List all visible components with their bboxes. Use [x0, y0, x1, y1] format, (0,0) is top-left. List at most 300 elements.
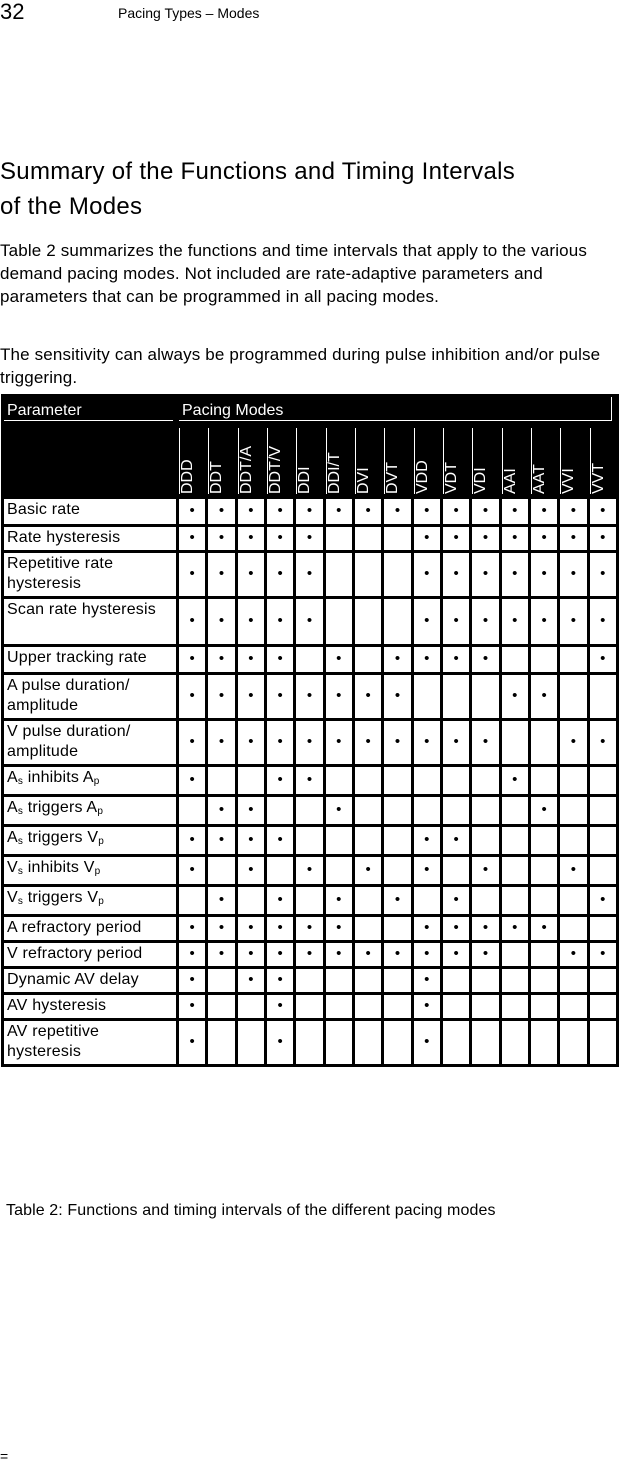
mode-empty-cell: [295, 1020, 324, 1066]
mode-applies-dot: •: [178, 674, 207, 720]
mode-empty-cell: [412, 796, 441, 826]
mode-applies-dot: •: [178, 766, 207, 796]
mode-applies-dot: •: [265, 994, 294, 1020]
mode-applies-dot: •: [559, 498, 588, 526]
table-row: [3, 994, 618, 1020]
mode-applies-dot: •: [178, 916, 207, 942]
mode-applies-dot: •: [588, 526, 617, 552]
mode-empty-cell: [324, 1020, 353, 1066]
mode-applies-dot: •: [207, 646, 236, 674]
mode-applies-dot: •: [265, 1020, 294, 1066]
table-row: [3, 674, 618, 720]
mode-applies-dot: •: [471, 942, 500, 968]
mode-applies-dot: •: [236, 526, 265, 552]
table-row: [3, 526, 618, 552]
mode-applies-dot: •: [265, 886, 294, 916]
mode-applies-dot: •: [324, 942, 353, 968]
mode-empty-cell: [236, 1020, 265, 1066]
mode-empty-cell: [500, 856, 529, 886]
mode-header-vdd: VDD: [412, 427, 441, 498]
mode-empty-cell: [236, 766, 265, 796]
mode-applies-dot: •: [295, 942, 324, 968]
mode-empty-cell: [529, 942, 558, 968]
mode-applies-dot: •: [207, 916, 236, 942]
mode-applies-dot: •: [412, 942, 441, 968]
table-row: [3, 1020, 618, 1066]
mode-empty-cell: [441, 674, 470, 720]
mode-applies-dot: •: [500, 526, 529, 552]
mode-empty-cell: [588, 674, 617, 720]
mode-empty-cell: [529, 886, 558, 916]
mode-empty-cell: [207, 856, 236, 886]
mode-empty-cell: [383, 526, 412, 552]
mode-empty-cell: [324, 994, 353, 1020]
mode-applies-dot: •: [207, 796, 236, 826]
mode-empty-cell: [559, 916, 588, 942]
mode-applies-dot: •: [441, 646, 470, 674]
mode-empty-cell: [324, 526, 353, 552]
mode-empty-cell: [471, 766, 500, 796]
mode-empty-cell: [588, 826, 617, 856]
mode-applies-dot: •: [236, 796, 265, 826]
mode-header-ddd: DDD: [178, 427, 207, 498]
mode-empty-cell: [559, 826, 588, 856]
mode-applies-dot: •: [441, 942, 470, 968]
parameter-cell: V refractory period: [3, 942, 178, 968]
mode-applies-dot: •: [178, 598, 207, 646]
mode-applies-dot: •: [236, 552, 265, 598]
mode-empty-cell: [529, 968, 558, 994]
mode-empty-cell: [500, 994, 529, 1020]
mode-empty-cell: [353, 994, 382, 1020]
mode-empty-cell: [295, 826, 324, 856]
mode-empty-cell: [500, 720, 529, 766]
mode-applies-dot: •: [295, 856, 324, 886]
mode-applies-dot: •: [412, 552, 441, 598]
mode-applies-dot: •: [236, 720, 265, 766]
mode-empty-cell: [207, 766, 236, 796]
mode-applies-dot: •: [559, 552, 588, 598]
mode-empty-cell: [500, 826, 529, 856]
parameter-cell: Basic rate: [3, 498, 178, 526]
mode-empty-cell: [353, 646, 382, 674]
mode-applies-dot: •: [588, 886, 617, 916]
mode-applies-dot: •: [441, 720, 470, 766]
mode-empty-cell: [559, 766, 588, 796]
mode-applies-dot: •: [412, 526, 441, 552]
parameter-cell: Upper tracking rate: [3, 646, 178, 674]
mode-applies-dot: •: [295, 916, 324, 942]
mode-applies-dot: •: [588, 552, 617, 598]
mode-applies-dot: •: [178, 526, 207, 552]
pacing-modes-header: Pacing Modes: [178, 396, 618, 427]
mode-applies-dot: •: [353, 942, 382, 968]
mode-applies-dot: •: [265, 826, 294, 856]
mode-empty-cell: [324, 552, 353, 598]
mode-empty-cell: [412, 766, 441, 796]
mode-applies-dot: •: [412, 826, 441, 856]
mode-applies-dot: •: [588, 598, 617, 646]
table-row: [3, 968, 618, 994]
mode-empty-cell: [529, 1020, 558, 1066]
mode-applies-dot: •: [471, 720, 500, 766]
mode-applies-dot: •: [265, 916, 294, 942]
mode-header-ddi: DDI: [295, 427, 324, 498]
mode-empty-cell: [559, 646, 588, 674]
mode-empty-cell: [529, 994, 558, 1020]
mode-applies-dot: •: [178, 942, 207, 968]
mode-empty-cell: [529, 856, 558, 886]
mode-applies-dot: •: [412, 1020, 441, 1066]
mode-applies-dot: •: [236, 856, 265, 886]
mode-applies-dot: •: [441, 826, 470, 856]
mode-applies-dot: •: [588, 498, 617, 526]
mode-empty-cell: [353, 552, 382, 598]
mode-applies-dot: •: [353, 856, 382, 886]
mode-applies-dot: •: [500, 916, 529, 942]
mode-empty-cell: [441, 1020, 470, 1066]
mode-header-ddt-a: DDT/A: [236, 427, 265, 498]
mode-applies-dot: •: [529, 598, 558, 646]
mode-header-dvt: DVT: [383, 427, 412, 498]
mode-empty-cell: [529, 646, 558, 674]
mode-applies-dot: •: [383, 674, 412, 720]
section-title-line-2: of the Modes: [0, 193, 143, 220]
mode-applies-dot: •: [529, 674, 558, 720]
parameter-cell: A refractory period: [3, 916, 178, 942]
mode-applies-dot: •: [265, 968, 294, 994]
parameter-cell: $A_s$ inhibits $A_p$: [3, 766, 178, 796]
mode-applies-dot: •: [265, 942, 294, 968]
mode-applies-dot: •: [353, 674, 382, 720]
mode-applies-dot: •: [265, 498, 294, 526]
mode-applies-dot: •: [412, 856, 441, 886]
mode-applies-dot: •: [529, 916, 558, 942]
mode-applies-dot: •: [383, 886, 412, 916]
mode-applies-dot: •: [412, 720, 441, 766]
mode-applies-dot: •: [500, 766, 529, 796]
mode-header-ddi-t: DDI/T: [324, 427, 353, 498]
mode-applies-dot: •: [383, 942, 412, 968]
section-title: [0, 154, 515, 224]
mode-applies-dot: •: [412, 916, 441, 942]
mode-applies-dot: •: [471, 856, 500, 886]
mode-empty-cell: [471, 826, 500, 856]
table-row: [3, 720, 618, 766]
table-row: [3, 886, 618, 916]
mode-applies-dot: •: [353, 498, 382, 526]
mode-applies-dot: •: [178, 1020, 207, 1066]
mode-applies-dot: •: [441, 886, 470, 916]
table-row: [3, 856, 618, 886]
mode-empty-cell: [588, 856, 617, 886]
mode-applies-dot: •: [441, 526, 470, 552]
mode-applies-dot: •: [178, 968, 207, 994]
mode-empty-cell: [471, 1020, 500, 1066]
table-row: [3, 942, 618, 968]
mode-applies-dot: •: [207, 598, 236, 646]
mode-empty-cell: [441, 766, 470, 796]
mode-applies-dot: •: [236, 916, 265, 942]
mode-empty-cell: [559, 674, 588, 720]
mode-applies-dot: •: [529, 498, 558, 526]
mode-applies-dot: •: [471, 598, 500, 646]
mode-applies-dot: •: [588, 646, 617, 674]
mode-applies-dot: •: [295, 720, 324, 766]
mode-header-vvi: VVI: [559, 427, 588, 498]
mode-empty-cell: [383, 994, 412, 1020]
mode-empty-cell: [236, 886, 265, 916]
mode-applies-dot: •: [383, 498, 412, 526]
sensitivity-paragraph: The sensitivity can always be programmed during pulse inhibition and/or pulse triggering.: [0, 345, 601, 387]
mode-empty-cell: [588, 968, 617, 994]
mode-applies-dot: •: [471, 916, 500, 942]
mode-empty-cell: [588, 1020, 617, 1066]
mode-empty-cell: [353, 916, 382, 942]
mode-header-spacer: [3, 427, 178, 498]
mode-applies-dot: •: [471, 552, 500, 598]
mode-empty-cell: [324, 766, 353, 796]
mode-empty-cell: [353, 886, 382, 916]
mode-applies-dot: •: [265, 766, 294, 796]
mode-applies-dot: •: [324, 916, 353, 942]
mode-empty-cell: [383, 856, 412, 886]
mode-empty-cell: [383, 796, 412, 826]
mode-applies-dot: •: [559, 942, 588, 968]
mode-empty-cell: [295, 994, 324, 1020]
mode-applies-dot: •: [471, 646, 500, 674]
mode-applies-dot: •: [178, 994, 207, 1020]
mode-empty-cell: [471, 968, 500, 994]
mode-applies-dot: •: [324, 720, 353, 766]
mode-empty-cell: [383, 766, 412, 796]
intro-paragraph: Table 2 summarizes the functions and time intervals that apply to the various demand pacing modes. Not included are rate-adaptive parameters and parameters that can be programmed in all pacing modes.: [0, 241, 588, 306]
mode-empty-cell: [324, 856, 353, 886]
parameter-cell: Dynamic AV delay: [3, 968, 178, 994]
mode-header-vdt: VDT: [441, 427, 470, 498]
mode-applies-dot: •: [441, 498, 470, 526]
mode-applies-dot: •: [236, 826, 265, 856]
mode-empty-cell: [471, 994, 500, 1020]
table-row: [3, 552, 618, 598]
mode-empty-cell: [559, 968, 588, 994]
mode-applies-dot: •: [178, 826, 207, 856]
mode-empty-cell: [207, 968, 236, 994]
mode-empty-cell: [295, 886, 324, 916]
mode-empty-cell: [559, 796, 588, 826]
mode-empty-cell: [500, 942, 529, 968]
mode-applies-dot: •: [295, 552, 324, 598]
mode-empty-cell: [295, 796, 324, 826]
mode-applies-dot: •: [295, 598, 324, 646]
table-row: [3, 916, 618, 942]
table-row: [3, 646, 618, 674]
mode-empty-cell: [559, 886, 588, 916]
mode-applies-dot: •: [178, 646, 207, 674]
mode-empty-cell: [383, 916, 412, 942]
mode-empty-cell: [471, 796, 500, 826]
mode-applies-dot: •: [412, 968, 441, 994]
mode-empty-cell: [529, 720, 558, 766]
mode-empty-cell: [588, 994, 617, 1020]
mode-applies-dot: •: [207, 886, 236, 916]
mode-applies-dot: •: [412, 994, 441, 1020]
mode-applies-dot: •: [236, 942, 265, 968]
mode-applies-dot: •: [236, 498, 265, 526]
mode-empty-cell: [412, 886, 441, 916]
mode-header-ddt-v: DDT/V: [265, 427, 294, 498]
mode-applies-dot: •: [324, 674, 353, 720]
mode-empty-cell: [236, 994, 265, 1020]
mode-applies-dot: •: [207, 498, 236, 526]
mode-applies-dot: •: [295, 766, 324, 796]
mode-applies-dot: •: [295, 526, 324, 552]
mode-empty-cell: [324, 968, 353, 994]
mode-applies-dot: •: [559, 598, 588, 646]
mode-applies-dot: •: [324, 498, 353, 526]
mode-applies-dot: •: [588, 720, 617, 766]
mode-applies-dot: •: [236, 968, 265, 994]
mode-header-aai: AAI: [500, 427, 529, 498]
mode-applies-dot: •: [324, 646, 353, 674]
mode-empty-cell: [353, 1020, 382, 1066]
mode-applies-dot: •: [295, 498, 324, 526]
mode-applies-dot: •: [441, 916, 470, 942]
mode-applies-dot: •: [471, 526, 500, 552]
mode-empty-cell: [178, 886, 207, 916]
parameter-cell: AV repetitive hysteresis: [3, 1020, 178, 1066]
mode-empty-cell: [207, 1020, 236, 1066]
running-header: Pacing Types – Modes: [118, 5, 260, 21]
mode-applies-dot: •: [207, 720, 236, 766]
mode-empty-cell: [383, 826, 412, 856]
footer-mark: =: [0, 1448, 9, 1464]
section-title-line-1: Summary of the Functions and Timing Intervals: [0, 158, 516, 185]
mode-empty-cell: [178, 796, 207, 826]
mode-applies-dot: •: [207, 674, 236, 720]
parameter-cell: Scan rate hysteresis: [3, 598, 178, 646]
mode-empty-cell: [383, 968, 412, 994]
mode-applies-dot: •: [500, 674, 529, 720]
mode-empty-cell: [529, 766, 558, 796]
mode-applies-dot: •: [559, 856, 588, 886]
mode-applies-dot: •: [236, 598, 265, 646]
mode-applies-dot: •: [559, 720, 588, 766]
mode-applies-dot: •: [207, 826, 236, 856]
mode-applies-dot: •: [471, 498, 500, 526]
mode-empty-cell: [529, 826, 558, 856]
mode-empty-cell: [295, 646, 324, 674]
mode-applies-dot: •: [178, 856, 207, 886]
mode-empty-cell: [588, 916, 617, 942]
mode-applies-dot: •: [559, 526, 588, 552]
parameter-cell: AV hysteresis: [3, 994, 178, 1020]
table-caption: Table 2: Functions and timing intervals of the different pacing modes: [6, 1202, 496, 1219]
mode-empty-cell: [324, 826, 353, 856]
mode-applies-dot: •: [500, 498, 529, 526]
mode-empty-cell: [500, 796, 529, 826]
page-number: 32: [0, 0, 25, 24]
parameter-cell: Rate hysteresis: [3, 526, 178, 552]
parameter-column-header: Parameter: [3, 396, 178, 427]
mode-applies-dot: •: [529, 526, 558, 552]
mode-empty-cell: [383, 552, 412, 598]
mode-empty-cell: [295, 968, 324, 994]
mode-empty-cell: [588, 796, 617, 826]
mode-applies-dot: •: [588, 942, 617, 968]
mode-header-vdi: VDI: [471, 427, 500, 498]
mode-empty-cell: [441, 796, 470, 826]
mode-applies-dot: •: [529, 796, 558, 826]
mode-empty-cell: [265, 796, 294, 826]
mode-applies-dot: •: [383, 720, 412, 766]
mode-header-aat: AAT: [529, 427, 558, 498]
mode-applies-dot: •: [295, 674, 324, 720]
parameter-cell: $A_s$ triggers $V_p$: [3, 826, 178, 856]
mode-applies-dot: •: [207, 942, 236, 968]
mode-empty-cell: [441, 968, 470, 994]
mode-applies-dot: •: [412, 646, 441, 674]
mode-empty-cell: [441, 856, 470, 886]
mode-empty-cell: [441, 994, 470, 1020]
table-row: [3, 766, 618, 796]
mode-empty-cell: [412, 674, 441, 720]
mode-empty-cell: [353, 598, 382, 646]
mode-applies-dot: •: [353, 720, 382, 766]
table-row: [3, 598, 618, 646]
table-row: [3, 826, 618, 856]
parameter-cell: $V_s$ triggers $V_p$: [3, 886, 178, 916]
parameter-cell: $A_s$ triggers $A_p$: [3, 796, 178, 826]
mode-empty-cell: [500, 886, 529, 916]
mode-applies-dot: •: [207, 526, 236, 552]
parameter-cell: $V_s$ inhibits $V_p$: [3, 856, 178, 886]
mode-header-ddt: DDT: [207, 427, 236, 498]
mode-empty-cell: [471, 674, 500, 720]
mode-applies-dot: •: [324, 796, 353, 826]
mode-empty-cell: [383, 598, 412, 646]
mode-applies-dot: •: [441, 552, 470, 598]
mode-applies-dot: •: [265, 674, 294, 720]
mode-applies-dot: •: [500, 552, 529, 598]
mode-empty-cell: [559, 994, 588, 1020]
table-row: [3, 796, 618, 826]
mode-applies-dot: •: [383, 646, 412, 674]
mode-applies-dot: •: [265, 646, 294, 674]
mode-applies-dot: •: [412, 598, 441, 646]
mode-header-vvt: VVT: [588, 427, 617, 498]
mode-applies-dot: •: [265, 552, 294, 598]
parameter-cell: Repetitive rate hysteresis: [3, 552, 178, 598]
mode-applies-dot: •: [207, 552, 236, 598]
mode-empty-cell: [353, 796, 382, 826]
parameter-cell: A pulse duration/ amplitude: [3, 674, 178, 720]
mode-applies-dot: •: [441, 598, 470, 646]
mode-empty-cell: [324, 598, 353, 646]
mode-empty-cell: [559, 1020, 588, 1066]
mode-applies-dot: •: [178, 552, 207, 598]
mode-empty-cell: [588, 766, 617, 796]
mode-applies-dot: •: [412, 498, 441, 526]
mode-empty-cell: [353, 526, 382, 552]
mode-applies-dot: •: [324, 886, 353, 916]
mode-applies-dot: •: [500, 598, 529, 646]
mode-applies-dot: •: [265, 598, 294, 646]
mode-header-dvi: DVI: [353, 427, 382, 498]
mode-applies-dot: •: [529, 552, 558, 598]
mode-empty-cell: [471, 886, 500, 916]
mode-empty-cell: [383, 1020, 412, 1066]
